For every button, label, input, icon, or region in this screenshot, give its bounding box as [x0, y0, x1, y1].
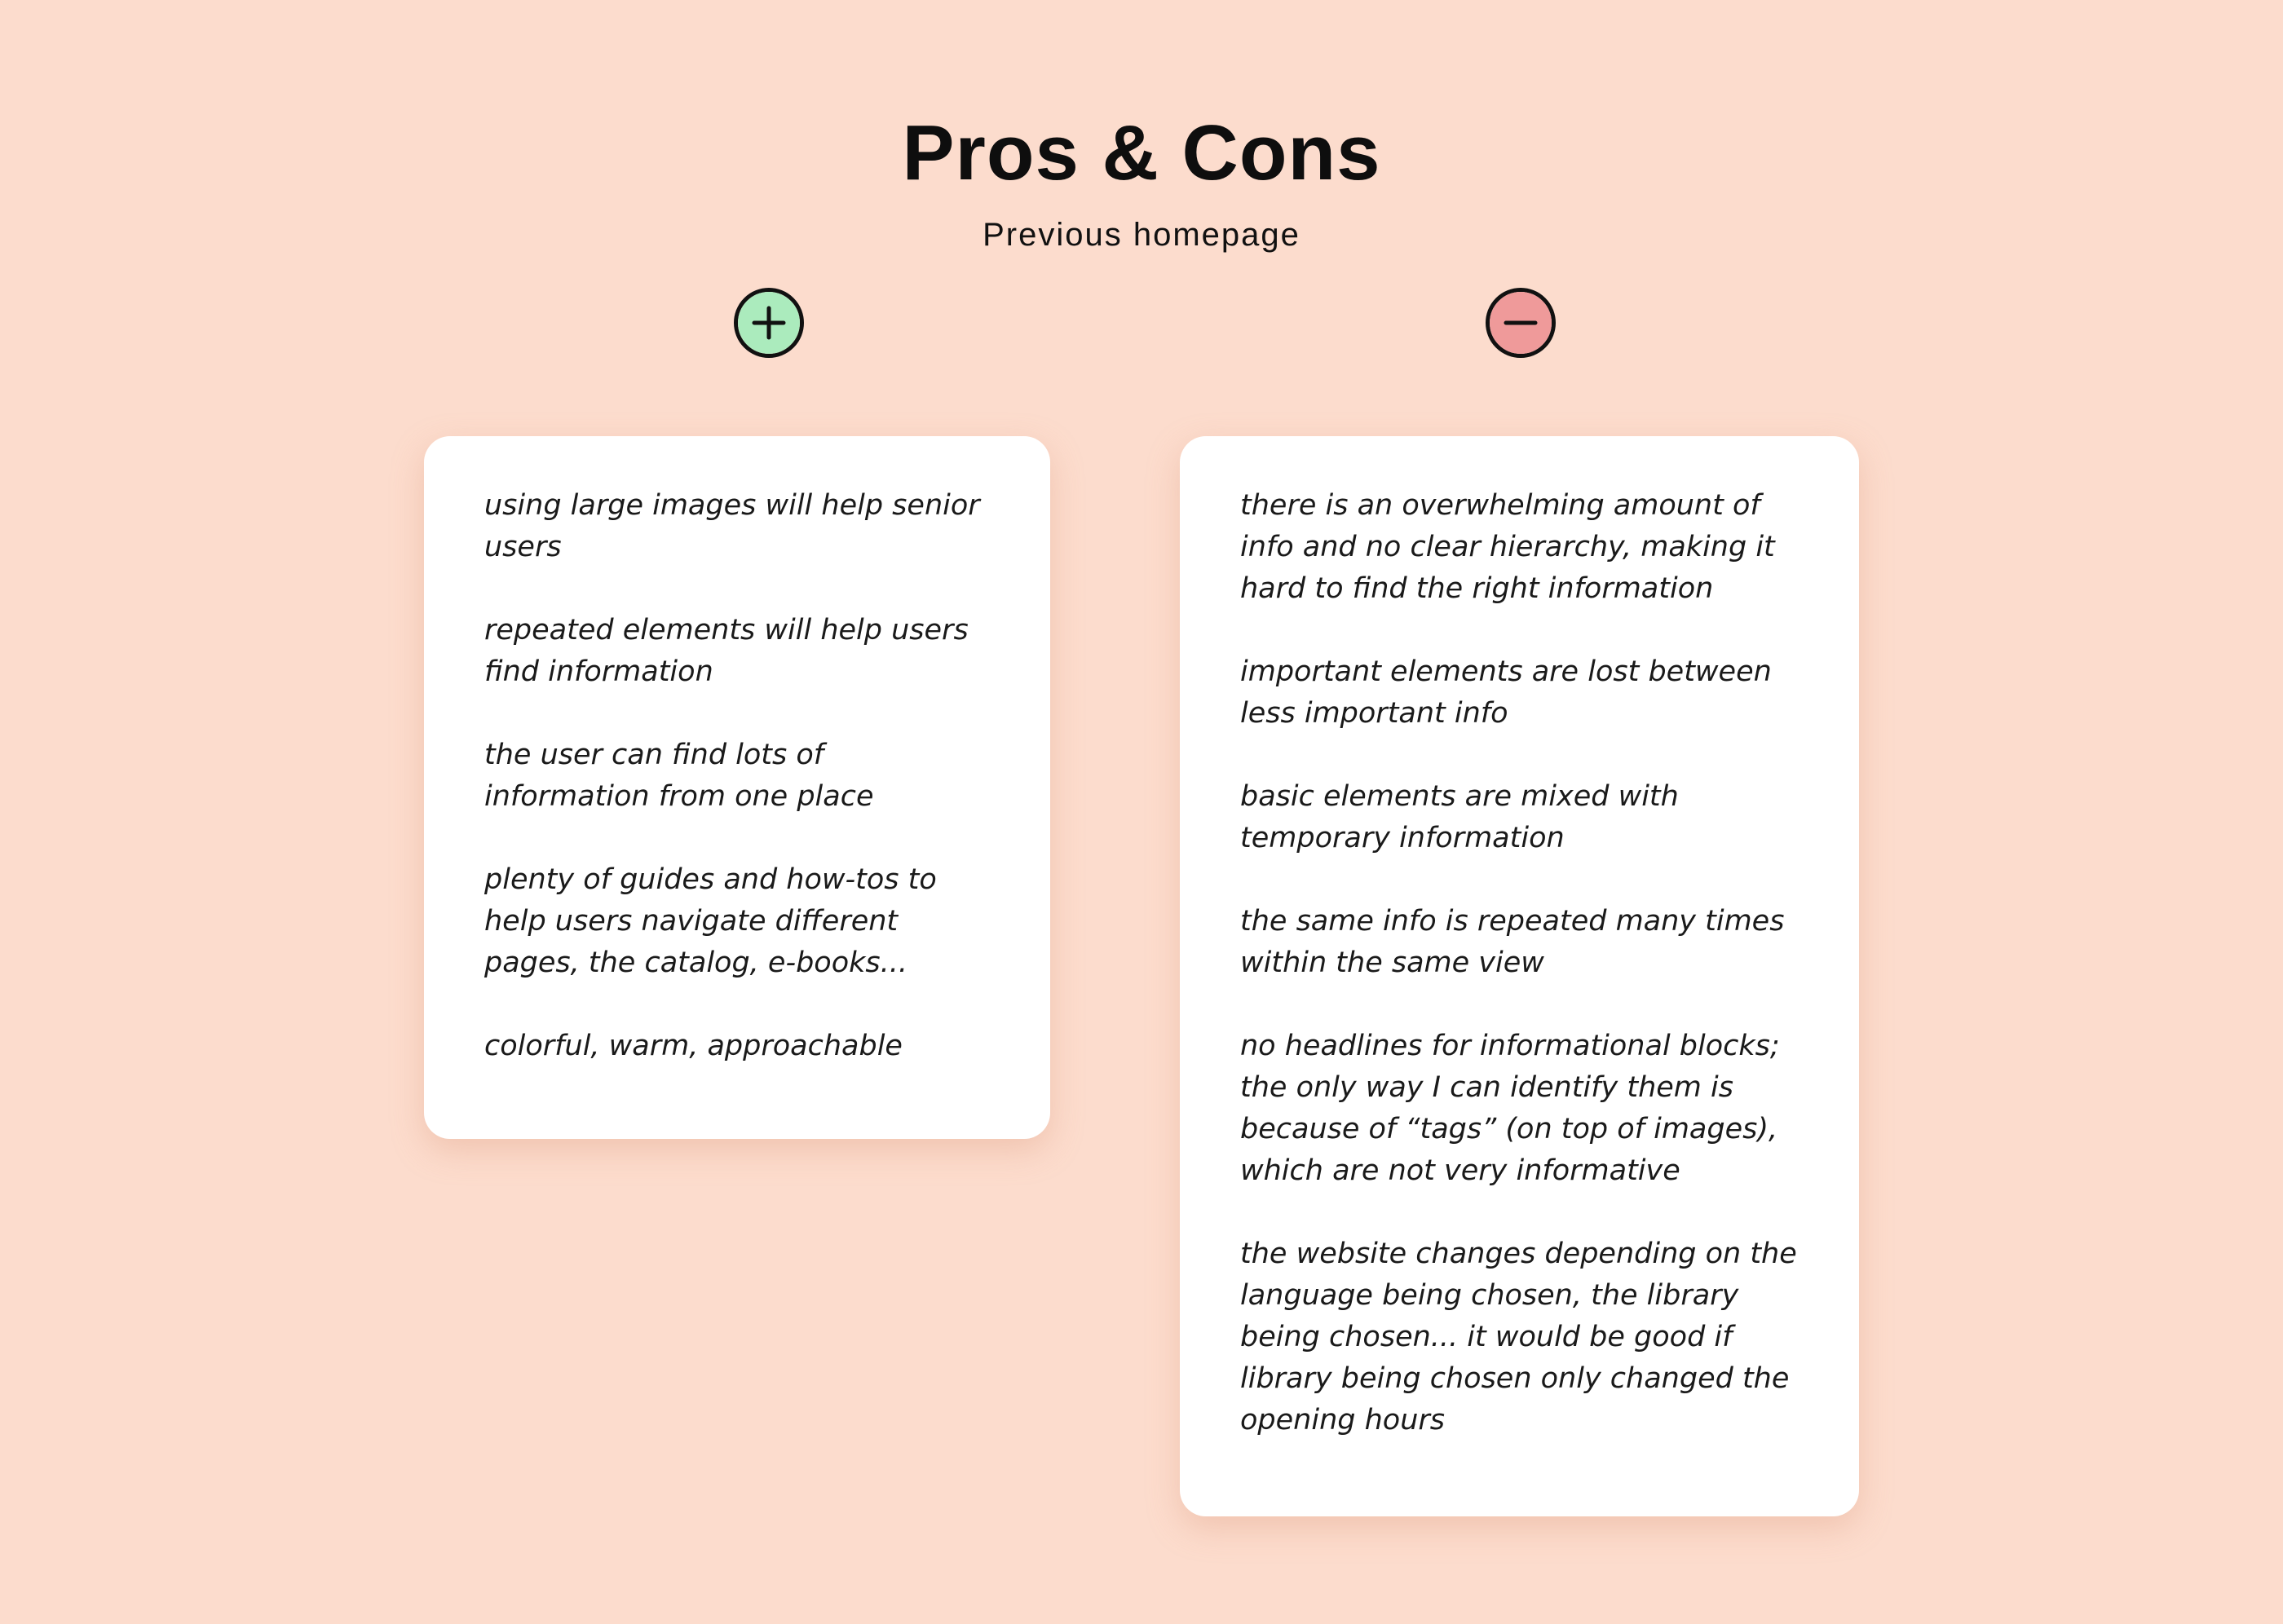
pros-item: repeated elements will help users find information: [484, 614, 969, 688]
cons-item: there is an overwhelming amount of info and no clear hierarchy, making it hard to find the right information: [1240, 489, 1775, 605]
cons-item: the same info is repeated many times within the same view: [1240, 905, 1785, 979]
cons-item: the website changes depending on the language being chosen, the library being chosen... it would be good if library being chosen only changed the opening hours: [1240, 1238, 1797, 1436]
cons-item: important elements are lost between less important info: [1240, 655, 1772, 730]
minus-icon: [1490, 292, 1552, 354]
cons-badge: [1486, 288, 1556, 358]
pros-item: plenty of guides and how-tos to help users navigate different pages, the catalog, e-books...: [484, 863, 937, 979]
cons-item: basic elements are mixed with temporary information: [1240, 780, 1679, 854]
cons-list: [1240, 485, 1799, 1441]
pros-card: [424, 436, 1050, 1139]
pros-badge: [734, 288, 804, 358]
cons-card: [1180, 436, 1859, 1516]
page-subtitle: Previous homepage: [983, 217, 1300, 253]
plus-icon: [738, 292, 800, 354]
pros-item: the user can find lots of information from one place: [484, 739, 874, 813]
page-title: Pros & Cons: [902, 109, 1381, 196]
pros-list: [484, 485, 990, 1067]
cons-item: no headlines for informational blocks; the only way I can identify them is because of “tags” (on top of images), which are not very informative: [1240, 1030, 1780, 1187]
pros-item: using large images will help senior users: [484, 489, 980, 563]
pros-item: colorful, warm, approachable: [484, 1030, 903, 1062]
